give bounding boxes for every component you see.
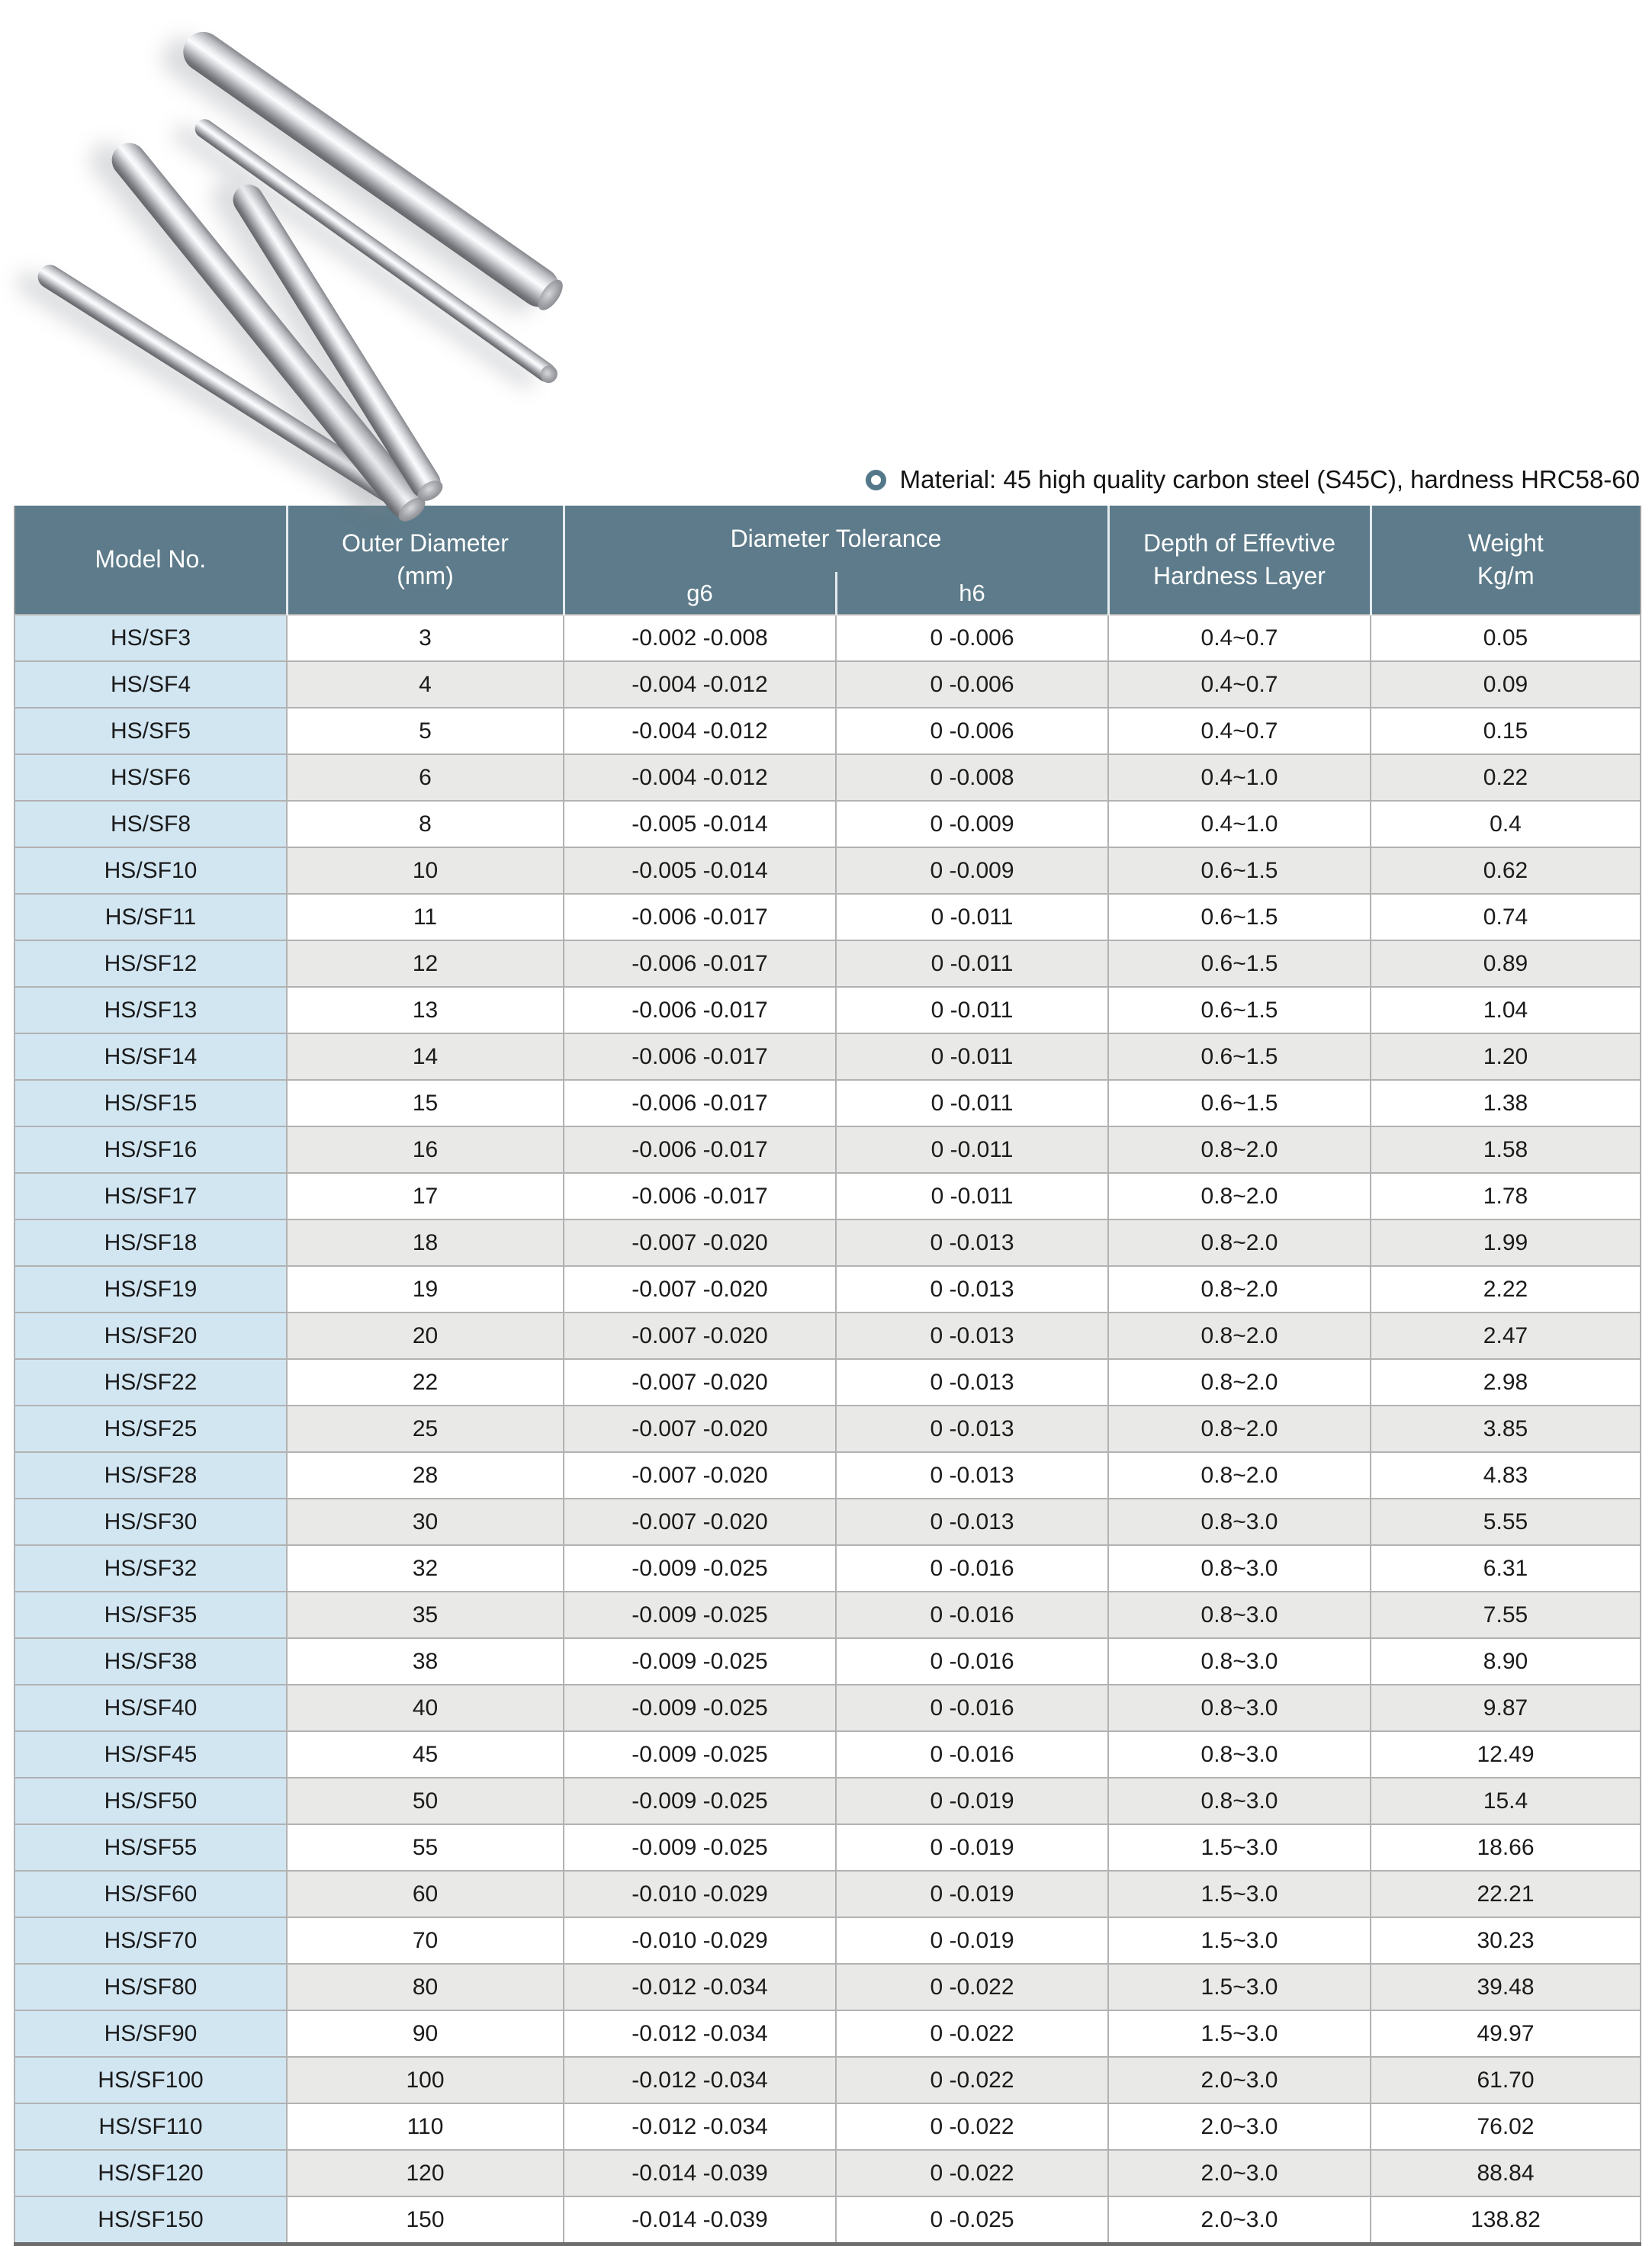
bullet-ring-icon bbox=[866, 470, 886, 490]
model-cell: HS/SF30 bbox=[14, 1499, 287, 1545]
header-weight bbox=[1371, 506, 1641, 615]
value-cell: 0.6~1.5 bbox=[1108, 1080, 1371, 1126]
header-diameter-tolerance-label: Diameter Tolerance bbox=[730, 524, 942, 552]
value-cell: 0.05 bbox=[1371, 615, 1641, 661]
value-cell: 150 bbox=[287, 2196, 564, 2244]
value-cell: 32 bbox=[287, 1545, 564, 1592]
model-cell: HS/SF50 bbox=[14, 1778, 287, 1824]
value-cell: -0.012 -0.034 bbox=[564, 2010, 836, 2057]
header-h6 bbox=[836, 572, 1108, 615]
value-cell: 4.83 bbox=[1371, 1452, 1641, 1499]
value-cell: 0 -0.016 bbox=[836, 1685, 1108, 1731]
model-cell: HS/SF110 bbox=[14, 2103, 287, 2150]
model-cell: HS/SF38 bbox=[14, 1638, 287, 1685]
value-cell: -0.006 -0.017 bbox=[564, 1033, 836, 1080]
value-cell: -0.004 -0.012 bbox=[564, 708, 836, 754]
spec-table-header bbox=[14, 506, 1641, 615]
value-cell: 0.4~0.7 bbox=[1108, 708, 1371, 754]
value-cell: 80 bbox=[287, 1964, 564, 2010]
model-cell: HS/SF17 bbox=[14, 1173, 287, 1219]
header-h6-label: h6 bbox=[959, 579, 985, 606]
value-cell: 2.0~3.0 bbox=[1108, 2103, 1371, 2150]
value-cell: 18.66 bbox=[1371, 1824, 1641, 1871]
value-cell: 39.48 bbox=[1371, 1964, 1641, 2010]
value-cell: 1.78 bbox=[1371, 1173, 1641, 1219]
header-g6-label: g6 bbox=[686, 579, 713, 606]
value-cell: 0.8~3.0 bbox=[1108, 1778, 1371, 1824]
model-cell: HS/SF20 bbox=[14, 1313, 287, 1359]
value-cell: 0.62 bbox=[1371, 847, 1641, 894]
value-cell: 1.58 bbox=[1371, 1126, 1641, 1173]
value-cell: -0.010 -0.029 bbox=[564, 1917, 836, 1964]
value-cell: 0 -0.016 bbox=[836, 1731, 1108, 1778]
value-cell: 3.85 bbox=[1371, 1406, 1641, 1452]
value-cell: 6.31 bbox=[1371, 1545, 1641, 1592]
value-cell: 45 bbox=[287, 1731, 564, 1778]
value-cell: 0 -0.022 bbox=[836, 2103, 1108, 2150]
model-cell: HS/SF15 bbox=[14, 1080, 287, 1126]
value-cell: 0.89 bbox=[1371, 940, 1641, 987]
spec-table-body bbox=[14, 615, 1641, 2244]
value-cell: 0.6~1.5 bbox=[1108, 847, 1371, 894]
model-cell: HS/SF70 bbox=[14, 1917, 287, 1964]
value-cell: -0.004 -0.012 bbox=[564, 661, 836, 708]
value-cell: 0 -0.022 bbox=[836, 2150, 1108, 2196]
value-cell: 138.82 bbox=[1371, 2196, 1641, 2244]
header-depth-line2: Hardness Layer bbox=[1153, 562, 1326, 590]
value-cell: 0.8~2.0 bbox=[1108, 1126, 1371, 1173]
value-cell: -0.014 -0.039 bbox=[564, 2150, 836, 2196]
value-cell: 0 -0.022 bbox=[836, 2057, 1108, 2103]
header-model-no-label: Model No. bbox=[95, 545, 207, 574]
value-cell: 0.8~3.0 bbox=[1108, 1592, 1371, 1638]
value-cell: -0.009 -0.025 bbox=[564, 1592, 836, 1638]
header-model-no bbox=[14, 506, 287, 615]
model-cell: HS/SF6 bbox=[14, 754, 287, 801]
value-cell: 0.8~3.0 bbox=[1108, 1638, 1371, 1685]
value-cell: -0.005 -0.014 bbox=[564, 801, 836, 847]
table-row bbox=[14, 1638, 1641, 1685]
value-cell: 1.38 bbox=[1371, 1080, 1641, 1126]
value-cell: 76.02 bbox=[1371, 2103, 1641, 2150]
value-cell: 2.22 bbox=[1371, 1266, 1641, 1313]
value-cell: 20 bbox=[287, 1313, 564, 1359]
value-cell: 5 bbox=[287, 708, 564, 754]
value-cell: -0.009 -0.025 bbox=[564, 1824, 836, 1871]
header-diameter-tolerance bbox=[564, 506, 1108, 572]
table-row bbox=[14, 1126, 1641, 1173]
model-cell: HS/SF100 bbox=[14, 2057, 287, 2103]
table-row bbox=[14, 894, 1641, 940]
value-cell: 35 bbox=[287, 1592, 564, 1638]
value-cell: 0 -0.013 bbox=[836, 1266, 1108, 1313]
table-row bbox=[14, 1033, 1641, 1080]
value-cell: 9.87 bbox=[1371, 1685, 1641, 1731]
table-row bbox=[14, 987, 1641, 1033]
value-cell: 18 bbox=[287, 1219, 564, 1266]
value-cell: 2.98 bbox=[1371, 1359, 1641, 1406]
model-cell: HS/SF11 bbox=[14, 894, 287, 940]
model-cell: HS/SF90 bbox=[14, 2010, 287, 2057]
value-cell: 0.8~3.0 bbox=[1108, 1499, 1371, 1545]
value-cell: -0.009 -0.025 bbox=[564, 1685, 836, 1731]
model-cell: HS/SF32 bbox=[14, 1545, 287, 1592]
table-row bbox=[14, 1359, 1641, 1406]
value-cell: 0 -0.006 bbox=[836, 615, 1108, 661]
value-cell: -0.009 -0.025 bbox=[564, 1638, 836, 1685]
value-cell: 0 -0.016 bbox=[836, 1592, 1108, 1638]
model-cell: HS/SF3 bbox=[14, 615, 287, 661]
value-cell: 0.8~3.0 bbox=[1108, 1731, 1371, 1778]
table-row bbox=[14, 1080, 1641, 1126]
value-cell: 110 bbox=[287, 2103, 564, 2150]
value-cell: 0.8~2.0 bbox=[1108, 1313, 1371, 1359]
table-row bbox=[14, 1499, 1641, 1545]
header-outer-diameter-line2: (mm) bbox=[397, 562, 454, 590]
header-depth bbox=[1108, 506, 1371, 615]
spec-table bbox=[14, 506, 1641, 2246]
value-cell: 0 -0.022 bbox=[836, 1964, 1108, 2010]
value-cell: 1.5~3.0 bbox=[1108, 1871, 1371, 1917]
table-row bbox=[14, 1545, 1641, 1592]
value-cell: 5.55 bbox=[1371, 1499, 1641, 1545]
value-cell: 40 bbox=[287, 1685, 564, 1731]
table-row bbox=[14, 1871, 1641, 1917]
model-cell: HS/SF13 bbox=[14, 987, 287, 1033]
value-cell: 0.8~2.0 bbox=[1108, 1173, 1371, 1219]
value-cell: 0.4~0.7 bbox=[1108, 661, 1371, 708]
value-cell: 1.5~3.0 bbox=[1108, 1964, 1371, 2010]
model-cell: HS/SF150 bbox=[14, 2196, 287, 2244]
model-cell: HS/SF60 bbox=[14, 1871, 287, 1917]
table-row bbox=[14, 1219, 1641, 1266]
value-cell: -0.012 -0.034 bbox=[564, 2057, 836, 2103]
value-cell: 0 -0.006 bbox=[836, 661, 1108, 708]
header-weight-line2: Kg/m bbox=[1477, 562, 1535, 590]
value-cell: 17 bbox=[287, 1173, 564, 1219]
value-cell: -0.002 -0.008 bbox=[564, 615, 836, 661]
value-cell: 0.8~2.0 bbox=[1108, 1406, 1371, 1452]
model-cell: HS/SF5 bbox=[14, 708, 287, 754]
value-cell: -0.006 -0.017 bbox=[564, 987, 836, 1033]
value-cell: 30.23 bbox=[1371, 1917, 1641, 1964]
value-cell: 30 bbox=[287, 1499, 564, 1545]
value-cell: 90 bbox=[287, 2010, 564, 2057]
value-cell: 0 -0.011 bbox=[836, 940, 1108, 987]
model-cell: HS/SF35 bbox=[14, 1592, 287, 1638]
value-cell: -0.007 -0.020 bbox=[564, 1499, 836, 1545]
value-cell: 12.49 bbox=[1371, 1731, 1641, 1778]
table-row bbox=[14, 2196, 1641, 2244]
model-cell: HS/SF18 bbox=[14, 1219, 287, 1266]
value-cell: 38 bbox=[287, 1638, 564, 1685]
value-cell: 16 bbox=[287, 1126, 564, 1173]
value-cell: 0.15 bbox=[1371, 708, 1641, 754]
model-cell: HS/SF120 bbox=[14, 2150, 287, 2196]
value-cell: 28 bbox=[287, 1452, 564, 1499]
value-cell: 0.4~1.0 bbox=[1108, 754, 1371, 801]
value-cell: 8.90 bbox=[1371, 1638, 1641, 1685]
model-cell: HS/SF19 bbox=[14, 1266, 287, 1313]
value-cell: 0 -0.006 bbox=[836, 708, 1108, 754]
value-cell: -0.007 -0.020 bbox=[564, 1313, 836, 1359]
value-cell: -0.009 -0.025 bbox=[564, 1778, 836, 1824]
value-cell: 0 -0.008 bbox=[836, 754, 1108, 801]
value-cell: 61.70 bbox=[1371, 2057, 1641, 2103]
value-cell: 0.8~2.0 bbox=[1108, 1452, 1371, 1499]
value-cell: 15.4 bbox=[1371, 1778, 1641, 1824]
table-row bbox=[14, 940, 1641, 987]
value-cell: 11 bbox=[287, 894, 564, 940]
header-g6 bbox=[564, 572, 836, 615]
model-cell: HS/SF55 bbox=[14, 1824, 287, 1871]
table-row bbox=[14, 1266, 1641, 1313]
value-cell: 0 -0.011 bbox=[836, 1033, 1108, 1080]
value-cell: 25 bbox=[287, 1406, 564, 1452]
value-cell: 0.09 bbox=[1371, 661, 1641, 708]
material-note bbox=[866, 465, 1640, 494]
value-cell: 0 -0.011 bbox=[836, 1126, 1108, 1173]
value-cell: 0 -0.013 bbox=[836, 1359, 1108, 1406]
value-cell: 0.8~2.0 bbox=[1108, 1219, 1371, 1266]
value-cell: 0.4~0.7 bbox=[1108, 615, 1371, 661]
value-cell: 50 bbox=[287, 1778, 564, 1824]
value-cell: 0 -0.013 bbox=[836, 1219, 1108, 1266]
table-row bbox=[14, 754, 1641, 801]
model-cell: HS/SF80 bbox=[14, 1964, 287, 2010]
value-cell: 13 bbox=[287, 987, 564, 1033]
value-cell: -0.010 -0.029 bbox=[564, 1871, 836, 1917]
value-cell: 1.5~3.0 bbox=[1108, 1917, 1371, 1964]
table-row bbox=[14, 615, 1641, 661]
value-cell: 0.6~1.5 bbox=[1108, 1033, 1371, 1080]
value-cell: 10 bbox=[287, 847, 564, 894]
table-row bbox=[14, 801, 1641, 847]
value-cell: 0 -0.011 bbox=[836, 894, 1108, 940]
value-cell: 0.8~3.0 bbox=[1108, 1545, 1371, 1592]
value-cell: 0 -0.013 bbox=[836, 1406, 1108, 1452]
value-cell: 88.84 bbox=[1371, 2150, 1641, 2196]
model-cell: HS/SF16 bbox=[14, 1126, 287, 1173]
value-cell: 0 -0.025 bbox=[836, 2196, 1108, 2244]
table-row bbox=[14, 1452, 1641, 1499]
value-cell: 0.8~2.0 bbox=[1108, 1266, 1371, 1313]
model-cell: HS/SF12 bbox=[14, 940, 287, 987]
value-cell: 0.6~1.5 bbox=[1108, 987, 1371, 1033]
value-cell: 0.6~1.5 bbox=[1108, 894, 1371, 940]
table-row bbox=[14, 1964, 1641, 2010]
value-cell: -0.006 -0.017 bbox=[564, 1126, 836, 1173]
table-row bbox=[14, 1685, 1641, 1731]
value-cell: 0 -0.013 bbox=[836, 1499, 1108, 1545]
value-cell: 0 -0.013 bbox=[836, 1452, 1108, 1499]
value-cell: -0.007 -0.020 bbox=[564, 1266, 836, 1313]
table-row bbox=[14, 661, 1641, 708]
value-cell: 0 -0.011 bbox=[836, 1173, 1108, 1219]
value-cell: -0.004 -0.012 bbox=[564, 754, 836, 801]
value-cell: 0.74 bbox=[1371, 894, 1641, 940]
header-outer-diameter bbox=[287, 506, 564, 615]
table-row bbox=[14, 1173, 1641, 1219]
value-cell: 22.21 bbox=[1371, 1871, 1641, 1917]
value-cell: 6 bbox=[287, 754, 564, 801]
value-cell: 0 -0.016 bbox=[836, 1638, 1108, 1685]
value-cell: -0.005 -0.014 bbox=[564, 847, 836, 894]
value-cell: -0.009 -0.025 bbox=[564, 1545, 836, 1592]
value-cell: 2.47 bbox=[1371, 1313, 1641, 1359]
value-cell: 60 bbox=[287, 1871, 564, 1917]
value-cell: -0.006 -0.017 bbox=[564, 894, 836, 940]
model-cell: HS/SF4 bbox=[14, 661, 287, 708]
value-cell: -0.007 -0.020 bbox=[564, 1219, 836, 1266]
table-row bbox=[14, 1592, 1641, 1638]
value-cell: 1.5~3.0 bbox=[1108, 2010, 1371, 2057]
value-cell: 1.5~3.0 bbox=[1108, 1824, 1371, 1871]
table-row bbox=[14, 1731, 1641, 1778]
value-cell: 55 bbox=[287, 1824, 564, 1871]
value-cell: 0.8~2.0 bbox=[1108, 1359, 1371, 1406]
value-cell: 0.4~1.0 bbox=[1108, 801, 1371, 847]
value-cell: 0 -0.019 bbox=[836, 1778, 1108, 1824]
value-cell: -0.006 -0.017 bbox=[564, 940, 836, 987]
table-row bbox=[14, 2103, 1641, 2150]
table-row bbox=[14, 2010, 1641, 2057]
model-cell: HS/SF28 bbox=[14, 1452, 287, 1499]
value-cell: 0 -0.011 bbox=[836, 987, 1108, 1033]
value-cell: 12 bbox=[287, 940, 564, 987]
value-cell: -0.012 -0.034 bbox=[564, 1964, 836, 2010]
header-weight-line1: Weight bbox=[1467, 529, 1544, 557]
header-depth-line1: Depth of Effevtive bbox=[1143, 529, 1335, 557]
header-outer-diameter-line1: Outer Diameter bbox=[342, 529, 509, 557]
table-row bbox=[14, 847, 1641, 894]
value-cell: 0 -0.009 bbox=[836, 847, 1108, 894]
table-row bbox=[14, 2150, 1641, 2196]
model-cell: HS/SF22 bbox=[14, 1359, 287, 1406]
value-cell: 0 -0.011 bbox=[836, 1080, 1108, 1126]
value-cell: -0.007 -0.020 bbox=[564, 1359, 836, 1406]
value-cell: 3 bbox=[287, 615, 564, 661]
value-cell: 0.8~3.0 bbox=[1108, 1685, 1371, 1731]
value-cell: 0 -0.019 bbox=[836, 1824, 1108, 1871]
value-cell: -0.012 -0.034 bbox=[564, 2103, 836, 2150]
value-cell: -0.007 -0.020 bbox=[564, 1452, 836, 1499]
value-cell: 4 bbox=[287, 661, 564, 708]
value-cell: 0 -0.013 bbox=[836, 1313, 1108, 1359]
value-cell: 2.0~3.0 bbox=[1108, 2057, 1371, 2103]
table-row bbox=[14, 1824, 1641, 1871]
model-cell: HS/SF14 bbox=[14, 1033, 287, 1080]
value-cell: -0.006 -0.017 bbox=[564, 1173, 836, 1219]
value-cell: 0 -0.022 bbox=[836, 2010, 1108, 2057]
model-cell: HS/SF40 bbox=[14, 1685, 287, 1731]
model-cell: HS/SF8 bbox=[14, 801, 287, 847]
value-cell: 19 bbox=[287, 1266, 564, 1313]
value-cell: -0.009 -0.025 bbox=[564, 1731, 836, 1778]
value-cell: -0.007 -0.020 bbox=[564, 1406, 836, 1452]
table-row bbox=[14, 1778, 1641, 1824]
material-note-text: Material: 45 high quality carbon steel (S45C), hardness HRC58-60 bbox=[899, 465, 1640, 493]
table-row bbox=[14, 1917, 1641, 1964]
table-row bbox=[14, 708, 1641, 754]
model-cell: HS/SF45 bbox=[14, 1731, 287, 1778]
value-cell: 0.4 bbox=[1371, 801, 1641, 847]
value-cell: 0.22 bbox=[1371, 754, 1641, 801]
value-cell: -0.006 -0.017 bbox=[564, 1080, 836, 1126]
value-cell: 1.04 bbox=[1371, 987, 1641, 1033]
value-cell: 0 -0.019 bbox=[836, 1871, 1108, 1917]
value-cell: 0.6~1.5 bbox=[1108, 940, 1371, 987]
value-cell: 14 bbox=[287, 1033, 564, 1080]
value-cell: 120 bbox=[287, 2150, 564, 2196]
value-cell: 1.20 bbox=[1371, 1033, 1641, 1080]
value-cell: 100 bbox=[287, 2057, 564, 2103]
value-cell: 2.0~3.0 bbox=[1108, 2150, 1371, 2196]
steel-shafts-photo bbox=[11, 4, 583, 511]
table-row bbox=[14, 1406, 1641, 1452]
value-cell: 0 -0.019 bbox=[836, 1917, 1108, 1964]
table-row bbox=[14, 1313, 1641, 1359]
value-cell: 1.99 bbox=[1371, 1219, 1641, 1266]
value-cell: 15 bbox=[287, 1080, 564, 1126]
value-cell: 22 bbox=[287, 1359, 564, 1406]
value-cell: -0.014 -0.039 bbox=[564, 2196, 836, 2244]
model-cell: HS/SF10 bbox=[14, 847, 287, 894]
value-cell: 0 -0.009 bbox=[836, 801, 1108, 847]
value-cell: 0 -0.016 bbox=[836, 1545, 1108, 1592]
value-cell: 7.55 bbox=[1371, 1592, 1641, 1638]
value-cell: 2.0~3.0 bbox=[1108, 2196, 1371, 2244]
model-cell: HS/SF25 bbox=[14, 1406, 287, 1452]
value-cell: 70 bbox=[287, 1917, 564, 1964]
value-cell: 8 bbox=[287, 801, 564, 847]
value-cell: 49.97 bbox=[1371, 2010, 1641, 2057]
table-row bbox=[14, 2057, 1641, 2103]
